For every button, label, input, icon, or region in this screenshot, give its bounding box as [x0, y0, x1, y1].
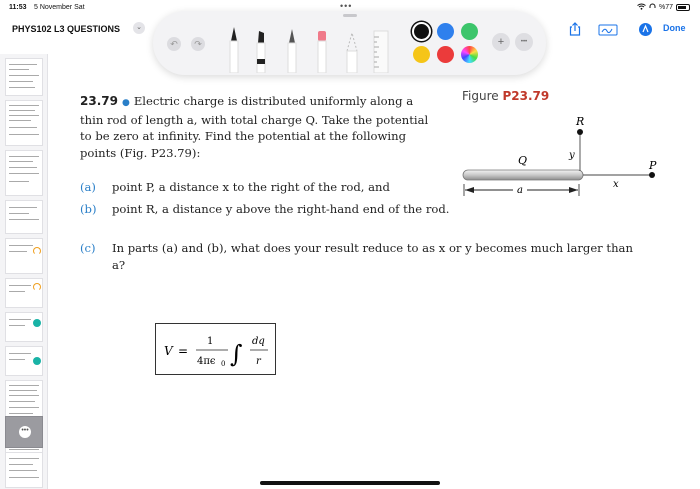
problem-part-c: [80, 240, 640, 276]
svg-text:dq: dq: [252, 336, 265, 347]
marker-icon[interactable]: [254, 25, 268, 73]
headphones-icon: [649, 3, 656, 12]
document-title[interactable]: PHYS102 L3 QUESTIONS: [12, 24, 121, 34]
charged-rod: [463, 170, 583, 180]
bookmark-icon: [33, 357, 41, 365]
page-thumbnail-current[interactable]: [5, 416, 43, 448]
chevron-down-icon[interactable]: ⌄: [133, 22, 145, 34]
ruler-icon[interactable]: [371, 25, 391, 73]
label-q: Q: [518, 154, 528, 167]
svg-text:∫: ∫: [230, 340, 243, 368]
label-a: a: [517, 185, 523, 196]
color-swatch-red[interactable]: [437, 46, 454, 63]
undo-icon[interactable]: ↶: [167, 37, 181, 51]
point-r: [577, 129, 583, 135]
part-text: point P, a distance x to the right of the rod, and: [112, 180, 390, 194]
label-x: x: [613, 179, 619, 190]
signature-icon[interactable]: [598, 23, 618, 35]
problem-part-b: [80, 201, 640, 237]
status-time: 11:53: [9, 4, 27, 11]
problem-statement: [80, 93, 430, 161]
problem-number: 23.79: [80, 94, 118, 108]
toolbar-grip[interactable]: [343, 14, 357, 17]
label-r: R: [576, 115, 585, 128]
bookmark-icon: [33, 247, 41, 255]
markup-pen-icon[interactable]: [639, 23, 652, 36]
share-icon[interactable]: [569, 22, 581, 36]
problem-intro: Electric charge is distributed uniformly along a thin rod of length a, with total charge Q. Take the potential to be zero at infinity. Find the potential at the following points (Fig. P23.79):: [80, 94, 429, 160]
part-text: In parts (a) and (b), what does your result reduce to as x or y becomes much larger than a?: [112, 241, 633, 272]
wifi-icon: [637, 3, 646, 12]
more-options-icon[interactable]: •••: [19, 426, 31, 438]
battery-icon: [676, 4, 690, 11]
svg-text:V: V: [164, 344, 173, 358]
part-label: (a): [80, 180, 96, 194]
done-button[interactable]: Done: [663, 23, 686, 33]
add-button[interactable]: +: [492, 33, 510, 51]
bullet-icon: ●: [121, 98, 130, 108]
color-swatch-yellow[interactable]: [413, 46, 430, 63]
page-thumbnail[interactable]: [5, 346, 43, 376]
status-date: 5 November Sat: [34, 4, 85, 11]
page-thumbnail[interactable]: [5, 58, 43, 96]
label-p: P: [649, 159, 657, 172]
point-p: [649, 172, 655, 178]
pencil-icon[interactable]: [285, 25, 299, 73]
page-thumbnail[interactable]: [5, 100, 43, 146]
lasso-icon[interactable]: [343, 25, 361, 73]
svg-text:r: r: [256, 356, 261, 367]
page-thumbnail[interactable]: [5, 150, 43, 196]
figure-title: Figure P23.79: [462, 89, 550, 103]
more-options-button[interactable]: •••: [515, 33, 533, 51]
bookmark-icon: [33, 283, 41, 291]
svg-text:1: 1: [207, 336, 214, 347]
color-swatch-blue[interactable]: [437, 23, 454, 40]
handwritten-formula-box[interactable]: [155, 323, 276, 375]
svg-text:=: =: [178, 344, 189, 358]
page-thumbnail[interactable]: [5, 452, 43, 488]
page-thumbnail[interactable]: [5, 312, 43, 342]
color-swatch-green[interactable]: [461, 23, 478, 40]
page-thumbnail[interactable]: [5, 380, 43, 420]
page-thumbnail[interactable]: [5, 278, 43, 308]
home-indicator[interactable]: [260, 481, 440, 485]
markup-toolbar: [153, 11, 546, 75]
eraser-icon[interactable]: [315, 25, 329, 73]
svg-text:0: 0: [221, 360, 226, 368]
color-swatch-black[interactable]: [412, 22, 431, 41]
page-thumbnail[interactable]: [5, 200, 43, 234]
label-y: y: [569, 150, 575, 161]
svg-text:4πϵ: 4πϵ: [197, 356, 216, 367]
part-text: point R, a distance y above the right-hand end of the rod.: [112, 202, 450, 216]
color-picker-icon[interactable]: [461, 46, 478, 63]
multitasking-dots-icon[interactable]: •••: [340, 1, 353, 11]
part-label: (b): [80, 202, 97, 216]
part-label: (c): [80, 241, 96, 255]
pen-icon[interactable]: [227, 25, 241, 73]
page-thumbnail[interactable]: [5, 238, 43, 274]
page-thumbnail-sidebar: [0, 54, 48, 489]
potential-integral-formula: [156, 324, 277, 376]
redo-icon[interactable]: ↷: [191, 37, 205, 51]
rod-diagram: [455, 112, 665, 202]
bookmark-icon: [33, 319, 41, 327]
battery-percent: %77: [658, 4, 673, 11]
